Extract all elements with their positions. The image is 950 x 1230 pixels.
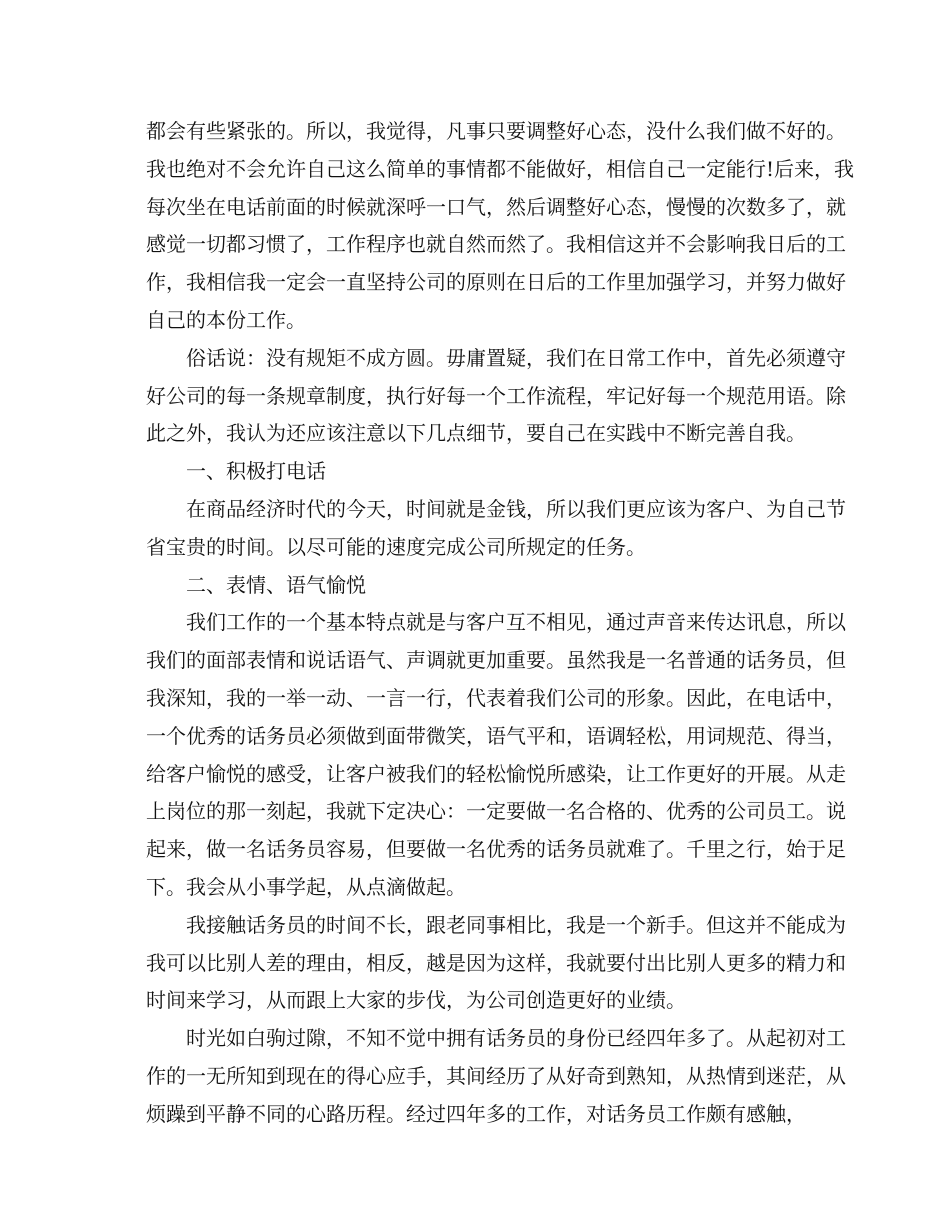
text-line: 起来，做一名话务员容易，但要做一名优秀的话务员就难了。千里之行，始于足	[146, 837, 846, 862]
section-heading: 二、表情、语气愉悦	[186, 572, 366, 597]
text-line: 上岗位的那一刻起，我就下定决心：一定要做一名合格的、优秀的公司员工。说	[146, 799, 846, 824]
text-line: 我深知，我的一举一动、一言一行，代表着我们公司的形象。因此，在电话中，	[146, 685, 846, 710]
text-line: 每次坐在电话前面的时候就深呼一口气，然后调整好心态，慢慢的次数多了，就	[146, 194, 846, 219]
text-line: 此之外，我认为还应该注意以下几点细节，要自己在实践中不断完善自我。	[146, 421, 806, 446]
text-line: 作的一无所知到现在的得心应手，其间经历了从好奇到熟知，从热情到迷茫，从	[146, 1063, 846, 1088]
text-line: 自己的本份工作。	[146, 307, 306, 332]
section-heading: 一、积极打电话	[186, 459, 326, 484]
document-page	[146, 113, 855, 1134]
text-line: 我也绝对不会允许自己这么简单的事情都不能做好，相信自己一定能行!后来，我	[146, 156, 855, 181]
text-line: 好公司的每一条规章制度，执行好每一个工作流程，牢记好每一个规范用语。除	[146, 383, 846, 408]
text-line: 下。我会从小事学起，从点滴做起。	[146, 874, 466, 899]
text-line: 我们的面部表情和说话语气、声调就更加重要。虽然我是一名普通的话务员，但	[146, 648, 846, 673]
text-line: 省宝贵的时间。以尽可能的速度完成公司所规定的任务。	[146, 534, 646, 559]
text-line: 作，我相信我一定会一直坚持公司的原则在日后的工作里加强学习，并努力做好	[146, 270, 846, 295]
paragraph-first-line: 我们工作的一个基本特点就是与客户互不相见，通过声音来传达讯息，所以	[186, 610, 846, 635]
text-line: 都会有些紧张的。所以，我觉得，凡事只要调整好心态，没什么我们做不好的。	[146, 119, 846, 143]
text-line: 我可以比别人差的理由，相反，越是因为这样，我就要付出比别人更多的精力和	[146, 950, 846, 975]
text-line: 一个优秀的话务员必须做到面带微笑，语气平和，语调轻松，用词规范、得当，	[146, 723, 846, 748]
text-line: 感觉一切都习惯了，工作程序也就自然而然了。我相信这并不会影响我日后的工	[146, 232, 846, 257]
paragraph-first-line: 在商品经济时代的今天，时间就是金钱，所以我们更应该为客户、为自己节	[186, 496, 846, 521]
text-line: 烦躁到平静不同的心路历程。经过四年多的工作，对话务员工作颇有感触，	[146, 1101, 806, 1126]
paragraph-first-line: 俗话说：没有规矩不成方圆。毋庸置疑，我们在日常工作中，首先必须遵守	[186, 345, 846, 370]
paragraph-first-line: 我接触话务员的时间不长，跟老同事相比，我是一个新手。但这并不能成为	[186, 912, 846, 937]
paragraph-first-line: 时光如白驹过隙，不知不觉中拥有话务员的身份已经四年多了。从起初对工	[186, 1026, 846, 1051]
text-line: 给客户愉悦的感受，让客户被我们的轻松愉悦所感染，让工作更好的开展。从走	[146, 761, 846, 786]
text-line: 时间来学习，从而跟上大家的步伐，为公司创造更好的业绩。	[146, 988, 686, 1013]
